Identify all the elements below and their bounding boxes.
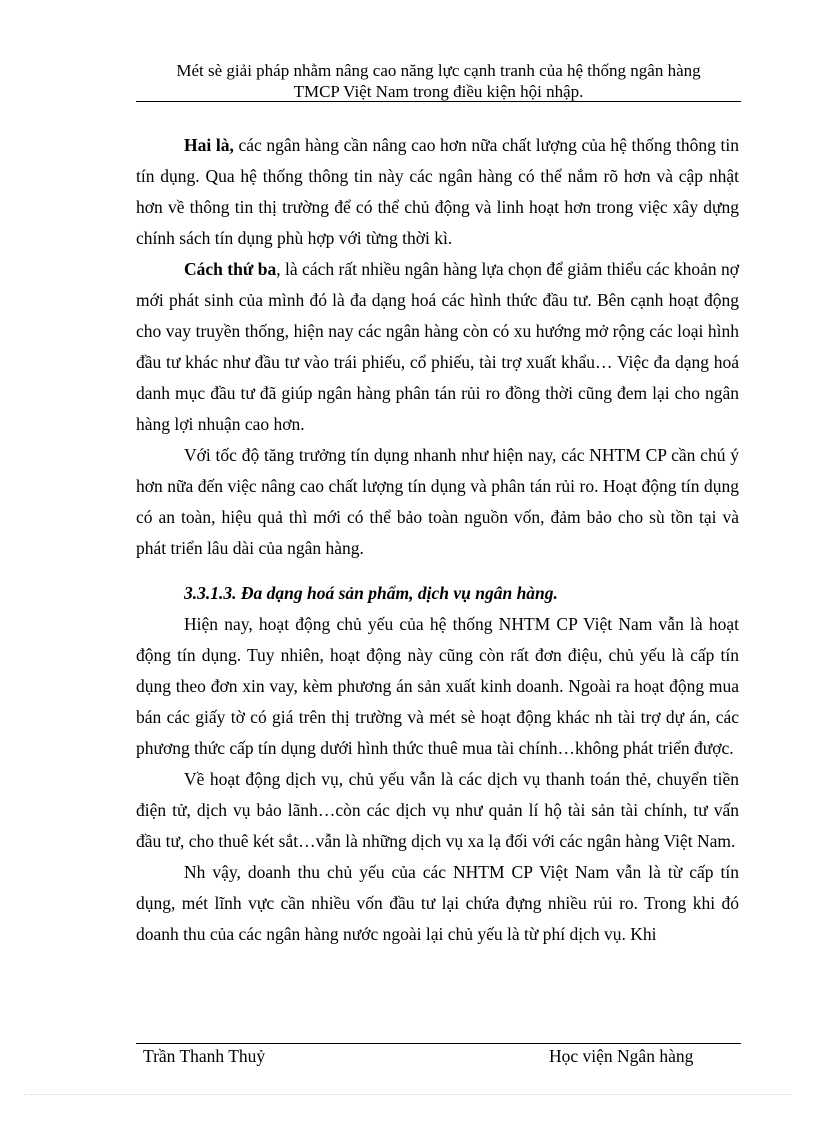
paragraph-cach-thu-ba: [136, 254, 739, 440]
footer-author: Trần Thanh Thuỷ: [143, 1046, 266, 1066]
paragraph-text: các ngân hàng cần nâng cao hơn nữa chất lượng của hệ thống thông tin tín dụng. Qua hệ thống thông tin này các ngân hàng có thể nắm rõ hơn và cập nhật hơn về thông tin thị trường để có thể chủ động và linh hoạt hơn trong việc xây dựng chính sách tín dụng phù hợp với từng thời kì.: [136, 135, 739, 248]
paragraph-hoat-dong-dich-vu: Về hoạt động dịch vụ, chủ yếu vẫn là các dịch vụ thanh toán thẻ, chuyển tiền điện tử, dịch vụ bảo lãnh…còn các dịch vụ như quản lí hộ tài sản tài chính, tư vấn đầu tư, cho thuê két sắt…vẫn là những dịch vụ xa lạ đối với các ngân hàng Việt Nam.: [136, 769, 739, 851]
paragraph-toc-do-tang-truong: Với tốc độ tăng trưởng tín dụng nhanh như hiện nay, các NHTM CP cần chú ý hơn nữa đến việc nâng cao chất lượng tín dụng và phân tán rủi ro. Hoạt động tín dụng có an toàn, hiệu quả thì mới có thể bảo toàn nguồn vốn, đảm bảo cho sù tồn tại và phát triển lâu dài của ngân hàng.: [136, 445, 739, 558]
footer-institution: Học viện Ngân hàng: [549, 1046, 694, 1066]
section-heading: 3.3.1.3. Đa dạng hoá sản phẩm, dịch vụ ngân hàng.: [184, 583, 558, 603]
header-title-line-2: TMCP Việt Nam trong điều kiện hội nhập.: [293, 82, 584, 101]
document-body: [136, 130, 739, 950]
paragraph-doanh-thu: Nh vậy, doanh thu chủ yếu của các NHTM CP Việt Nam vẫn là từ cấp tín dụng, mét lĩnh vực cần nhiều vốn đầu tư lại chứa đựng nhiều rủi ro. Trong khi đó doanh thu của các ngân hàng nước ngoài lại chủ yếu là từ phí dịch vụ. Khi: [136, 862, 739, 944]
header-divider: [136, 101, 741, 102]
paragraph-hai-la: [136, 130, 739, 254]
paragraph-lead: Hai là,: [184, 135, 234, 155]
page-bottom-edge: [24, 1094, 792, 1095]
header-title-line-1: Mét sè giải pháp nhằm nâng cao năng lực cạnh tranh của hệ thống ngân hàng: [176, 61, 701, 80]
paragraph-lead: Cách thứ ba: [184, 259, 277, 279]
paragraph-hien-nay: Hiện nay, hoạt động chủ yếu của hệ thống NHTM CP Việt Nam vẫn là hoạt động tín dụng. Tuy nhiên, hoạt động này cũng còn rất đơn điệu, chủ yếu là cấp tín dụng theo đơn xin vay, kèm phương án sản xuất kinh doanh. Ngoài ra hoạt động mua bán các giấy tờ có giá trên thị trường và mét sè hoạt động khác nh tài trợ dự án, các phương thức cấp tín dụng dưới hình thức thuê mua tài chính…không phát triển được.: [136, 614, 739, 758]
footer-divider: [136, 1043, 741, 1044]
paragraph-text: , là cách rất nhiều ngân hàng lựa chọn để giảm thiểu các khoản nợ mới phát sinh của mình đó là đa dạng hoá các hình thức đầu tư. Bên cạnh hoạt động cho vay truyền thống, hiện nay các ngân hàng còn có xu hướng mở rộng các loại hình đầu tư khác như đầu tư vào trái phiếu, cổ phiếu, tài trợ xuất khẩu… Việc đa dạng hoá danh mục đầu tư đã giúp ngân hàng phân tán rủi ro đồng thời cũng đem lại cho ngân hàng lợi nhuận cao hơn.: [136, 259, 740, 434]
page-header: [136, 60, 741, 102]
